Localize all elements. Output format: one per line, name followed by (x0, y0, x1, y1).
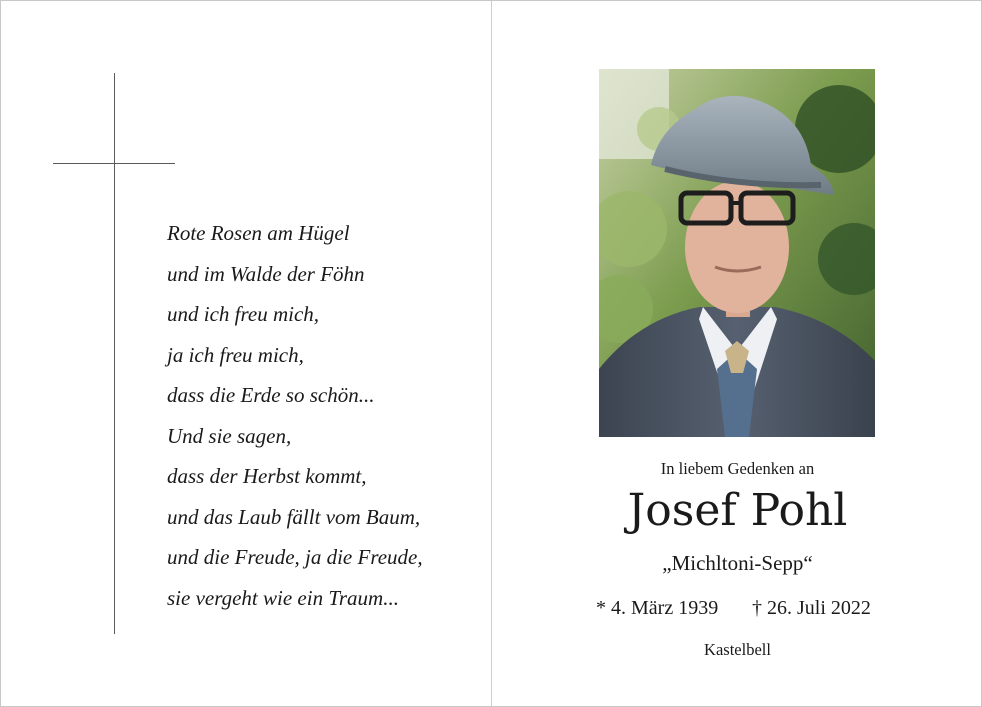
poem-line: und im Walde der Föhn (167, 261, 365, 286)
poem (167, 213, 423, 618)
death-date: † 26. Juli 2022 (752, 597, 871, 619)
poem-line: ja ich freu mich, (167, 342, 304, 367)
deceased-name: Josef Pohl (627, 485, 848, 536)
card-fold-line (491, 1, 492, 706)
hometown: Kastelbell (704, 640, 771, 659)
poem-line: dass die Erde so schön... (167, 383, 375, 407)
poem-line: sie vergeht wie ein Traum... (167, 585, 399, 610)
birth-date: * 4. März 1939 (596, 597, 719, 619)
cross-horizontal-bar (53, 163, 175, 164)
memorial-intro: In liebem Gedenken an (660, 459, 815, 478)
poem-line: und die Freude, ja die Freude, (167, 545, 423, 569)
cross-vertical-bar (114, 73, 115, 634)
deceased-nickname: „Michltoni-Sepp“ (662, 551, 813, 575)
portrait-photo (599, 69, 875, 437)
poem-line: Rote Rosen am Hügel (167, 221, 350, 245)
poem-line: dass der Herbst kommt, (167, 464, 367, 488)
poem-line: Und sie sagen, (167, 423, 292, 448)
poem-line: und ich freu mich, (167, 302, 320, 326)
poem-line: und das Laub fällt vom Baum, (167, 504, 421, 529)
